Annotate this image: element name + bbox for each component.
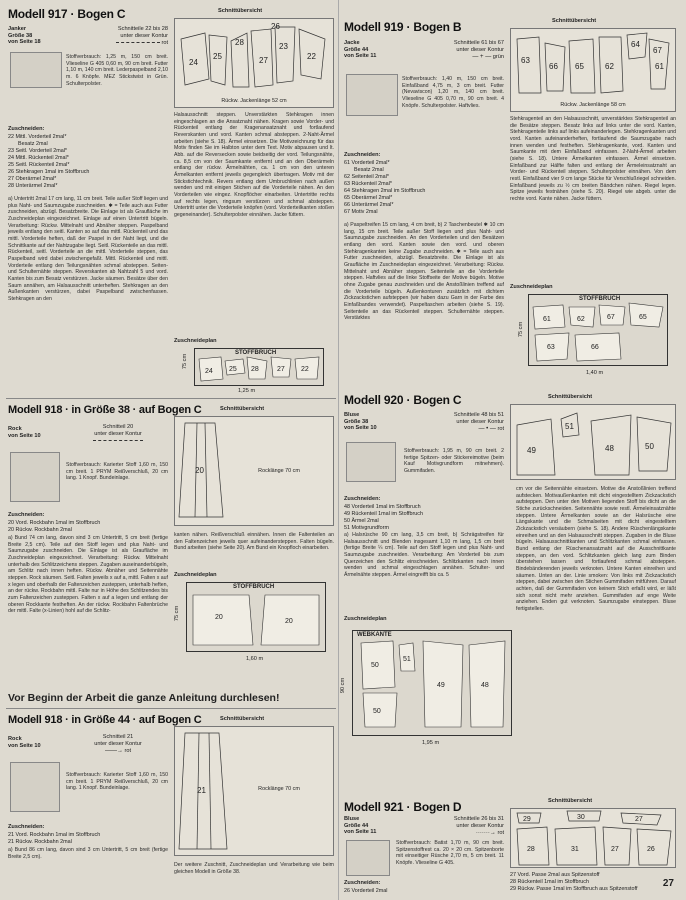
cutting-plan-title: Zuschneideplan [510, 284, 553, 290]
svg-text:20: 20 [215, 614, 223, 621]
cut-heading: Zuschneiden: [8, 512, 45, 518]
garment-info: Jacke Größe 44 von Seite 11 [344, 40, 377, 60]
svg-text:28: 28 [235, 38, 244, 47]
cutting-plan [194, 348, 324, 386]
garment-info: Bluse Größe 44 von Seite 11 [344, 816, 377, 836]
svg-text:21: 21 [197, 786, 206, 795]
sheet-info: Schnitteile 48 bis 51 unter dieser Kontur — • — rot [453, 412, 504, 432]
model-918-44-section [6, 712, 336, 898]
svg-text:27: 27 [259, 56, 268, 65]
pattern-overview-figure [174, 18, 334, 108]
plan-height: 75 cm [174, 605, 181, 622]
sheet-info: Schnitteile 61 bis 67 unter dieser Kontur — + — grün [453, 40, 504, 60]
svg-text:48: 48 [605, 444, 614, 453]
svg-text:50: 50 [645, 442, 654, 451]
cutting-plan-title: Zuschneideplan [344, 616, 387, 622]
column-divider [338, 0, 339, 900]
skirt-sketch [10, 762, 60, 812]
cutting-plan [186, 582, 326, 652]
sheet-info: Schnitteil 21 unter dieser Kontur ——→ rot [94, 734, 142, 754]
model-920-section [342, 390, 680, 810]
plan-width: 1,40 m [586, 370, 604, 376]
svg-text:24: 24 [205, 368, 213, 375]
cut-list: 61 Vorderteil 2mal* Besatz 2mal 62 Seitenteil 2mal* 63 Rückenteil 2mal* 64 Stehkragen 2mal im Stoffbruch 65 Oberärmel 2mal* 66 Unterärmel 2mal* 67 Motiv 2mal [344, 160, 426, 216]
instructions-text-2: kanten nähen. Reißverschluß einnähen. Innen die Faltenteilen an den Faltenzeichen jeweils quer aufeinandersteppen. Falten bügeln. Bund arbeiten (siehe Seite 20). Am Bund ein Knopfloch einarbeiten. [174, 532, 334, 552]
cut-heading: Zuschneiden: [8, 126, 45, 132]
svg-text:61: 61 [543, 316, 551, 323]
svg-text:22: 22 [301, 366, 309, 373]
overview-title: Schnittübersicht [548, 798, 593, 804]
svg-text:49: 49 [527, 446, 536, 455]
svg-text:31: 31 [571, 846, 579, 853]
svg-text:66: 66 [591, 344, 599, 351]
svg-text:63: 63 [521, 56, 530, 65]
read-first-banner: Vor Beginn der Arbeit die ganze Anleitung durchlesen! [8, 692, 280, 704]
instructions-text-2: Halsausschnitt steppen. Unverstärkten Stehkragen innen eingeschlagen an die Ansatznaht nähen. Kragen sowie Vorder- und Rückenteil entlang der Kragenansatznaht und fortlaufend Reverskanten und vord. Kanten schmal absteppen. 2-Naht-Ärmel arbeiten (siehe S. 18). Ärmel einsetzen. Die Motivzeichnung für das Motiv finden Sie im Halbton unter dem Text. Motiv abpausen und lt. Abb. auf die Reversecken sowie beidseitig der vord. Teilungsnähte, ca. 8,5 cm von der Saumkante entfernt und an den Oberärmeln entlang der rückw. Ärmelnähten, ca. 1 cm von den unteren Ärmelkanten entfernt jeweils gegengleich übertragen. Motiv mit der Stickstichtechnik. Revers entlang dem Umbruchlinien nach außen wenden und mit einigen Stichen auf die Vorderteile nähen. An den Vorderteilen wie eingez. Knopflöcher einarbeiten. Untertritte rechts auf rechts legen, ringsum verstürzen und schmal absteppen. Untertritt unter die Vorderteile knöpfen (vord. Vorderteilkanten stoßen gegeneinander). Schulterpolster einnähen. Jacke füttern. [174, 112, 334, 218]
instructions-text: a) Halsrüsche 90 cm lang, 3,5 cm breit, b) Schrägstreifen für Halsausschnitt und Blenden insgesamt 1,10 m lang, 1,5 cm breit (fertige Breite ¼ cm). Teile auf den Stoff legen und plus Naht- und Saumzugabe zuschneiden. Verarbeitung: Am Vorderteil bis zum Querzeichen den Schlitz einschneiden. Schlitzkanten nach innen wenden und schmal eingeschlagen annähen. Schulter- und Ärmelnähte steppen. Ärmel eingreifft bis ca. 5 [344, 532, 504, 578]
garment-info: Janker Größe 38 von Seite 18 [8, 26, 41, 46]
garment-info: Bluse Größe 38 von Seite 10 [344, 412, 377, 432]
model-918-title: Modell 918 · in Größe 38 · auf Bogen C [8, 404, 202, 416]
plan-width: 1,60 m [246, 656, 264, 662]
sheet-info: Schnitteile 22 bis 28 unter dieser Kontur rot [78, 26, 168, 47]
svg-text:25: 25 [213, 52, 222, 61]
pattern-overview-figure [174, 726, 334, 856]
svg-text:26: 26 [271, 22, 280, 31]
svg-text:66: 66 [549, 62, 558, 71]
section-divider [6, 708, 336, 709]
svg-text:22: 22 [307, 52, 316, 61]
cutting-plan-title: Zuschneideplan [174, 338, 217, 344]
material-text: Stoffverbrauch: 1,95 m, 90 cm breit. 2 fertige Spitzen- oder Stickereimotive (beim Kauf Motivgrundform mitnehmen). Gummifaden. [404, 448, 504, 474]
svg-text:49: 49 [437, 682, 445, 689]
svg-text:63: 63 [547, 344, 555, 351]
overview-title: Schnittübersicht [220, 406, 265, 412]
overview-title: Schnittübersicht [220, 716, 265, 722]
svg-text:67: 67 [653, 46, 662, 55]
instructions-text: a) Paspeltreifen 15 cm lang, 4 cm breit, b) 2 Taschenbeutel ✱ 10 cm lang, 15 cm breit. Teile außer Stoff liegen und plus Naht- und Saumzugabe zuschneiden. An den Vorderteilen und den Besätzen entlang den vord. Kanten sowie den vord. und oberen Stehkragenkanten keine Zugabe zuschneiden. ✱ = Teile auch aus Futter zuschneiden, abzügl. Besatzbreite. Die Einlage ist als Graufläche im Zuschneideplan eingezeichnet. Verarbeitung: Rückw. Mittelnaht und Abnäher steppen. Seitenteile an die Vorderteile steppen. Haftvlies auf die linke Stoffseite der Motive bügeln. Motive ohne Zugabe genau zuschneiden und die Anstoßlinien treffend auf die Vorderteile bügeln. Außenkonturen zusätzlich mit dichtem Zickzackstichen aufsteppen (wir haben dazu Garn in der Farbe des Einfaßbandes verwendet). Paspeltaschen arbeiten (siehe S. 19). Seitenteile an das Rückenteil steppen. Schulternähte steppen. Verstärktes [344, 222, 504, 322]
selvage-label-top: WEBKANTE [357, 632, 392, 638]
plan-height: 75 cm [518, 321, 525, 338]
svg-text:27: 27 [635, 816, 643, 823]
plan-height: 90 cm [340, 677, 347, 694]
svg-text:29: 29 [523, 816, 531, 823]
pattern-overview-figure [510, 404, 676, 480]
svg-text:24: 24 [189, 58, 198, 67]
cutting-plan [352, 630, 512, 736]
model-921-title: Modell 921 · Bogen D [344, 800, 462, 814]
svg-text:28: 28 [527, 846, 535, 853]
figure-caption: Rückw. Jackenlänge 58 cm [560, 102, 626, 109]
figure-caption: Rückw. Jackenlänge 52 cm [221, 98, 287, 105]
svg-text:30: 30 [577, 814, 585, 821]
svg-text:61: 61 [655, 62, 664, 71]
contour-line [116, 42, 160, 43]
svg-text:48: 48 [481, 682, 489, 689]
garment-info: Rock von Seite 10 [8, 426, 41, 439]
model-918-38-section [6, 402, 336, 714]
instructions-text-2: Der weitere Zuschnitt, Zuschneideplan und Verarbeitung wie beim gleichen Modell in Größe 38. [174, 862, 334, 875]
model-918-44-title: Modell 918 · in Größe 44 · auf Bogen C [8, 714, 202, 726]
sheet-info: Schnitteil 20 unter dieser Kontur [68, 424, 168, 446]
model-919-section [342, 4, 680, 394]
blouse-sketch [346, 442, 396, 482]
svg-text:50: 50 [373, 708, 381, 715]
svg-text:26: 26 [647, 846, 655, 853]
skirt-sketch [10, 452, 60, 502]
plan-width: 1,25 m [238, 388, 256, 394]
pattern-overview-figure [174, 416, 334, 526]
cutting-plan [528, 294, 668, 366]
svg-text:23: 23 [279, 42, 288, 51]
cut-heading: Zuschneiden: [344, 496, 381, 502]
instructions-text: a) Bund 86 cm lang, davon sind 3 cm Untertritt, 5 cm breit (fertige Breite 2,5 cm). [8, 847, 168, 860]
pattern-pieces-svg [175, 19, 333, 97]
svg-text:50: 50 [371, 662, 379, 669]
svg-text:62: 62 [605, 62, 614, 71]
cut-list: 48 Vorderteil 1mal im Stoffbruch 49 Rückenteil 1mal im Stoffbruch 50 Ärmel 2mal 51 Motivgrundform [344, 504, 424, 532]
instructions-text: a) Bund 74 cm lang, davon sind 3 cm Untertritt, 5 cm breit (fertige Breite 2,5 cm). Teile auf den Stoff legen und plus Naht- und Saumzugabe zuschneiden. Die Einlage ist als Graufläche im Zuschneideplan eingezeichnet. Verarbeitung: Rückw. Mittelnaht unterhalb des Schlitzzeichens steppen. Zugaben auseinanderbügeln, am Schlitz nach innen heften. Rückw. Abnäher und Seitennähte steppen. Rock säumen. Seitl. Falten jeweils x auf a, mittl. Falten x auf x legen und oberhalb der Faltenzeichen zusteppen, unterhalb heften, an der rückw. Rockbahn mittl. Falte nur in Höhe des Schlitzendes bis zum Faltenzeichen zusteppen. Falten x auf a legen und entlang der oberen Rockkante festheften. An der rückw. Rockbahn Faltenbrüche der mittl. Falte (x-Linien) hohl auf die Schlitz- [8, 535, 168, 615]
svg-text:20: 20 [285, 618, 293, 625]
svg-text:65: 65 [639, 314, 647, 321]
fold-label: STOFFBRUCH [235, 350, 277, 356]
plan-width: 1,95 m [422, 740, 440, 746]
instructions-text-right: cm vor die Seitennähte einsetzen. Motive die Anstoßlinien treffend aufstecken. Motivaußenkanten mit dicht eingestelltem Zickzackstich aufsteppen. Den unter den Motiven liegenden Stoff bis dicht an die Stiche zurückschneiden. Seitennähte sowie restl. Ärmeleinsatznähte steppen. Untere Ärmelkanten sowie an der Halsrüsche eine Längskante und die Schmalseiten mit dicht eingestelltem Zickzackstich versäubern (siehe S. 18). Andere Rüschenlängskante einreihen und an den Halsausschnitt steppen. Zugaben in die Bluse bügeln. Halsausschnittkanten und Schlitzkanten schmal einfassen. Bund entlang der Rüschenansatznaht auf die Ausschnittkante steppen, an den vord. Schlitzkanten gleich lang zum Binden überstehen lassen und fortlaufend schmal absteppen. Bindebänderenden jeweils verknoten. Untere Kanten einreihen und säumen. Unten an der. Linie smoken: Von links mit Zickzackstich steppen, dabei zwischen den Stichen Gummifaden mitführen. Darauf achten, daß der Gummifaden von keinem Stich erfaßt wird, er läßt sich sonst nicht mehr anziehen. Gummifaden auf enge Weite anziehen. Enden gut verknoten. Saumzugabe einsteppen. Bluse fertigstellen. [516, 486, 676, 612]
material-text: Stoffverbrauch: 1,40 m, 150 cm breit. Einfaßband 4,75 m, 3 cm breit. Futter (Nevaviscon) 1,20 m, 140 cm breit. Vlieseline G 405 0,70 m, 90 cm breit. 4 Knöpfe. Schulterpolster. Haftvlies. [402, 76, 504, 109]
material-text: Stoffverbrauch: Karierter Stoff 1,60 m, 150 cm breit. 1 PRYM Reißverschluß, 20 cm lang. 1 Knopf. Bundeinlage. [66, 462, 168, 482]
cut-list: 21 Vord. Rockbahn 1mal im Stoffbruch 21 Rückw. Rockbahn 2mal [8, 832, 101, 846]
model-917-section [6, 4, 336, 394]
cutting-plan-title: Zuschneideplan [174, 572, 217, 578]
model-919-title: Modell 919 · Bogen B [344, 20, 462, 34]
material-text: Stoffverbrauch: Karierter Stoff 1,60 m, 150 cm breit. 1 PRYM Reißverschluß, 20 cm lang. 1 Knopf. Bundeinlage. [66, 772, 168, 792]
svg-text:25: 25 [229, 366, 237, 373]
overview-title: Schnittübersicht [552, 18, 597, 24]
model-920-title: Modell 920 · Bogen C [344, 393, 462, 407]
fold-label: STOFFBRUCH [233, 584, 275, 590]
model-917-title: Modell 917 · Bogen C [8, 7, 126, 21]
jacket-sketch [346, 74, 398, 116]
jacket-sketch [10, 52, 62, 88]
svg-text:65: 65 [575, 62, 584, 71]
svg-text:20: 20 [195, 466, 204, 475]
overview-title: Schnittübersicht [218, 8, 263, 14]
svg-text:27: 27 [611, 846, 619, 853]
page-number: 27 [662, 877, 674, 889]
material-text: Stoffverbrauch: 1,25 m, 150 cm breit. Vlieseline G 405 0,60 m, 90 cm breit. Futter 1,10 m, 140 cm breit. Lederpaspelband 2,10 m. 6 Knöpfe. MEZ Stickstwist in Grün. Schulterpolster. [66, 54, 168, 87]
svg-text:62: 62 [577, 316, 585, 323]
pattern-overview-figure [510, 808, 676, 868]
cut-heading: Zuschneiden: [8, 824, 45, 830]
cut-heading: Zuschneiden: [344, 880, 381, 886]
right-cut-list: 27 Vord. Passe 2mal aus Spitzenstoff 28 Rückenteil 1mal im Stoffbruch 29 Rückw. Passe 1mal im Stoffbruch aus Spitzenstoff [510, 872, 638, 893]
figure-caption: Rocklänge 70 cm [258, 468, 300, 475]
instructions-text: a) Untertritt 2mal 17 cm lang, 11 cm breit. Teile außer Stoff liegen und plus Naht- und Saumzugabe zuschneiden. ✱ = Teile auch aus Futter zuschneiden, abzügl. Besatzbreite. Die Einlage ist als Graufläche im Zuschneideplan eingezeichnet. Einlage auf einen Untertritt bügeln. Verarbeitung: Rückw. Mittelnaht und Abnäher steppen. Paspelband jeweils entlang den seitl. Kanten so auf das mittl. Rückenteil und das mittl. Vorderteile heften, daß der Paspel in der Naht liegt, und die Schnittkante auf der Nahtzugabe liegt. Seitl. Rückenteile an das mittl. Rückenteil, seitl. Vorderteile an die mittl. Vorderteile steppen, das Paspelband wird dabei zwischengefaßt. Mittl. Rückenteil und mittl. Vorderteile entlang den Teilungsnähten schmal absteppen. Seiten- und Schulternähte steppen. Reverskanten ab Nahtzahl 5 und vord. Kanten bis zum Besatz verstürzen. Jacke säumen. Besätze über den Saum annähen, am Halsausschnitt unterheften. Stehkragen an den Außenkanten verstürzen, dabei Paspelband zwischenfassen. Stehkragen an den [8, 196, 168, 302]
svg-text:51: 51 [403, 656, 411, 663]
material-text: Stoffverbrauch: Batist 1,70 m, 90 cm breit. Spitzenstoffrest ca. 20 × 20 cm. Spitzenborte mit einseitiger Rüsche 2,70 m, 5 cm breit. 11 Knöpfe. Vlieseline G 405. [396, 840, 504, 866]
cut-heading: Zuschneiden: [344, 152, 381, 158]
blouse-sketch [346, 840, 390, 876]
pattern-overview-figure [510, 28, 676, 112]
garment-info: Rock von Seite 10 [8, 736, 41, 749]
plan-height: 75 cm [182, 353, 189, 370]
overview-title: Schnittübersicht [548, 394, 593, 400]
svg-text:27: 27 [277, 366, 285, 373]
svg-text:28: 28 [251, 366, 259, 373]
section-divider [6, 398, 336, 399]
svg-text:51: 51 [565, 422, 574, 431]
sheet-info: Schnitteile 26 bis 31 unter dieser Kontur ·······→ rot [453, 816, 504, 836]
cut-list: 20 Vord. Rockbahn 1mal im Stoffbruch 20 Rückw. Rockbahn 2mal [8, 520, 101, 534]
svg-text:64: 64 [631, 40, 640, 49]
svg-text:67: 67 [607, 314, 615, 321]
figure-caption: Rocklänge 70 cm [258, 786, 300, 793]
cut-list: 22 Mittl. Vorderteil 2mal* Besatz 2mal 23 Seitl. Vorderteil 2mal* 24 Mittl. Rückenteil 2mal* 25 Seitl. Rückenteil 2mal* 26 Stehkragen 1mal im Stoffbruch 27 Oberärmel 2mal* 28 Unterärmel 2mal* [8, 134, 90, 190]
model-921-section [342, 798, 680, 898]
fold-label: STOFFBRUCH [579, 296, 621, 302]
cut-list: 26 Vorderteil 2mal [344, 888, 388, 894]
instructions-text-2: Stehkragenteil an den Halsausschnitt, unverstärktes Stehkragenteil an die Besätze steppen. Besatz links auf links unter die vord. Kanten, Stehkragenteile links auf links aufeinanderlegen. Stehkragenkanten und vord. Kanten aufeinanderheften, fortlaufend die Saumzugabe nach innen wenden und festheften. Stehkragenkante, vord. Kanten und Saumkante mit dem Einfaßband einfassen. 2-Naht-Ärmel arbeiten (siehe S. 18). Untere Ärmelkanten einfassen. Ärmel einsetzen. Einfaßband zur Hälfte falten und entlang der Ärmeleinsatznaht an Vorder- und Rückenteil steppen. Schulterpolster einnähen. Von dem restl. Einfaßband vier 9 cm lange Stücke für Verschlußriegel schneiden. Einfaßband jeweils zu ½ cm breiten Bändchen nähen. Riegel legen. Spitze jeweils festnähen (siehe S. 20). Riegel wie abgeb. unter die rechte vord. Kante nähen. Jacke füttern. [510, 116, 676, 202]
